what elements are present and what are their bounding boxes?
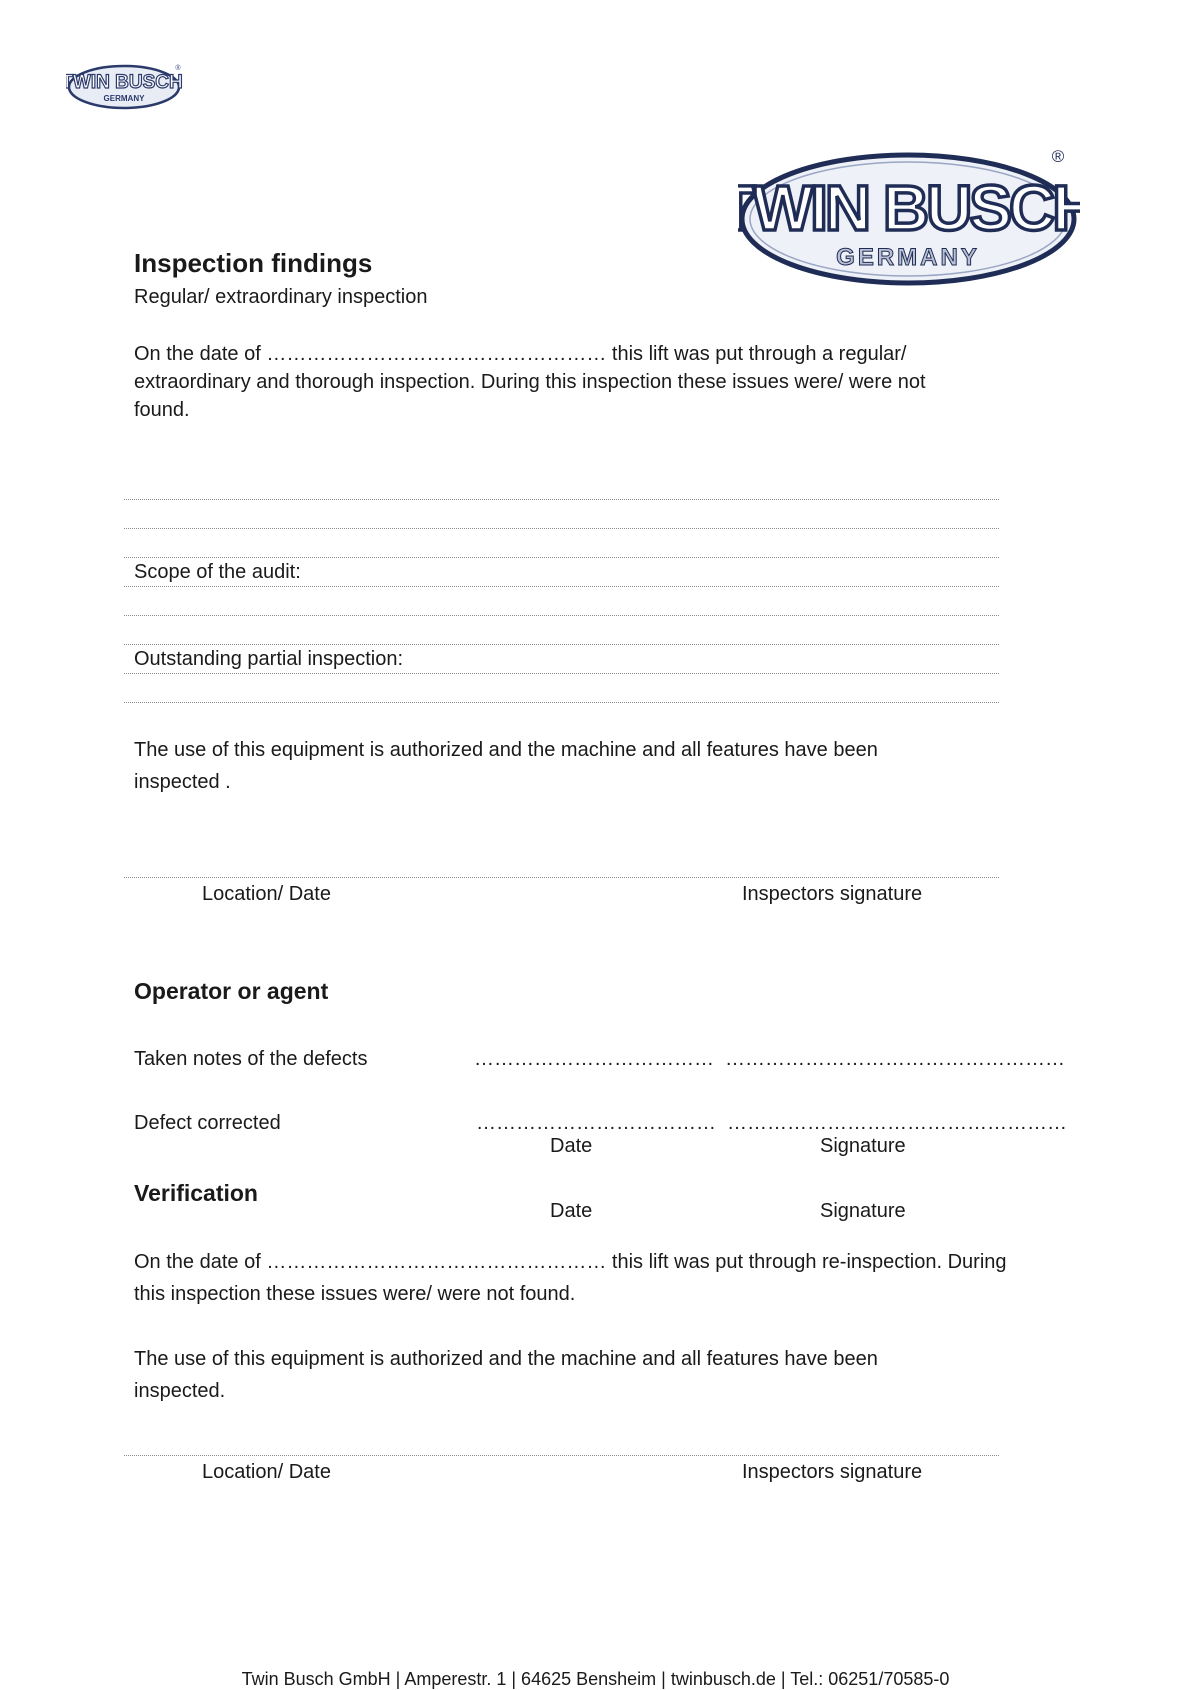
authorized-line1: The use of this equipment is authorized and the machine and all features have been bbox=[134, 739, 878, 761]
large-logo bbox=[738, 140, 1080, 295]
signature-line[interactable] bbox=[124, 877, 999, 878]
reinspection-date-field[interactable]: …………………………………………… bbox=[266, 1251, 607, 1273]
svg-text:®: ® bbox=[1051, 147, 1065, 166]
svg-text:TWIN BUSCH: TWIN BUSCH bbox=[66, 72, 183, 93]
corrected-date-field[interactable]: ……………………………… bbox=[476, 1112, 716, 1134]
outstanding-line[interactable] bbox=[124, 673, 999, 674]
inspection-date-line: On the date of …………………………………………… this lift was put through a regular/ bbox=[134, 343, 907, 365]
outstanding-label: Outstanding partial inspection: bbox=[134, 648, 404, 670]
verification-text-line2: this inspection these issues were/ were not found. bbox=[134, 1283, 576, 1305]
corrected-signature-field[interactable]: …………………………………………… bbox=[727, 1112, 1067, 1134]
date-dotted-field[interactable]: …………………………………………… bbox=[266, 343, 607, 365]
corrected-label: Defect corrected bbox=[134, 1112, 281, 1134]
notes-signature-field[interactable]: …………………………………………… bbox=[725, 1048, 1065, 1070]
verification-date-label: Date bbox=[550, 1200, 593, 1222]
svg-text:GERMANY: GERMANY bbox=[836, 244, 980, 271]
operator-signature-label: Signature bbox=[820, 1135, 906, 1157]
verification-signature-label: Signature bbox=[820, 1200, 906, 1222]
scope-line[interactable] bbox=[124, 615, 999, 616]
scope-line[interactable] bbox=[124, 586, 999, 587]
scope-label: Scope of the audit: bbox=[134, 561, 301, 583]
verification-location-date-label: Location/ Date bbox=[202, 1461, 331, 1483]
verification-inspector-signature-label: Inspectors signature bbox=[742, 1461, 923, 1483]
inspection-title: Inspection findings bbox=[134, 248, 373, 278]
verification-signature-line[interactable] bbox=[124, 1455, 999, 1456]
inspection-text-line2: extraordinary and thorough inspection. During this inspection these issues were/ were not bbox=[134, 371, 926, 393]
outstanding-line[interactable] bbox=[124, 702, 999, 703]
inspector-signature-label: Inspectors signature bbox=[742, 883, 923, 905]
inspection-subtitle: Regular/ extraordinary inspection bbox=[134, 286, 428, 308]
small-logo bbox=[66, 62, 186, 112]
operator-date-label: Date bbox=[550, 1135, 593, 1157]
location-date-label: Location/ Date bbox=[202, 883, 331, 905]
findings-line[interactable] bbox=[124, 528, 999, 529]
findings-line[interactable] bbox=[124, 499, 999, 500]
verification-title: Verification bbox=[134, 1180, 258, 1206]
svg-text:®: ® bbox=[175, 65, 181, 72]
inspection-text-line3: found. bbox=[134, 399, 190, 421]
operator-title: Operator or agent bbox=[134, 978, 329, 1004]
notes-date-field[interactable]: ……………………………… bbox=[474, 1048, 714, 1070]
svg-text:GERMANY: GERMANY bbox=[103, 94, 145, 103]
verification-date-line: On the date of …………………………………………… this lift was put through re-inspection. During bbox=[134, 1251, 1007, 1273]
notes-label: Taken notes of the defects bbox=[134, 1048, 368, 1070]
svg-text:TWIN BUSCH: TWIN BUSCH bbox=[738, 172, 1080, 244]
verification-authorized-line1: The use of this equipment is authorized and the machine and all features have been bbox=[134, 1348, 878, 1370]
footer: Twin Busch GmbH | Amperestr. 1 | 64625 Bensheim | twinbusch.de | Tel.: 06251/70585-0 bbox=[241, 1669, 950, 1689]
verification-authorized-line2: inspected. bbox=[134, 1380, 226, 1402]
authorized-line2: inspected . bbox=[134, 771, 231, 793]
